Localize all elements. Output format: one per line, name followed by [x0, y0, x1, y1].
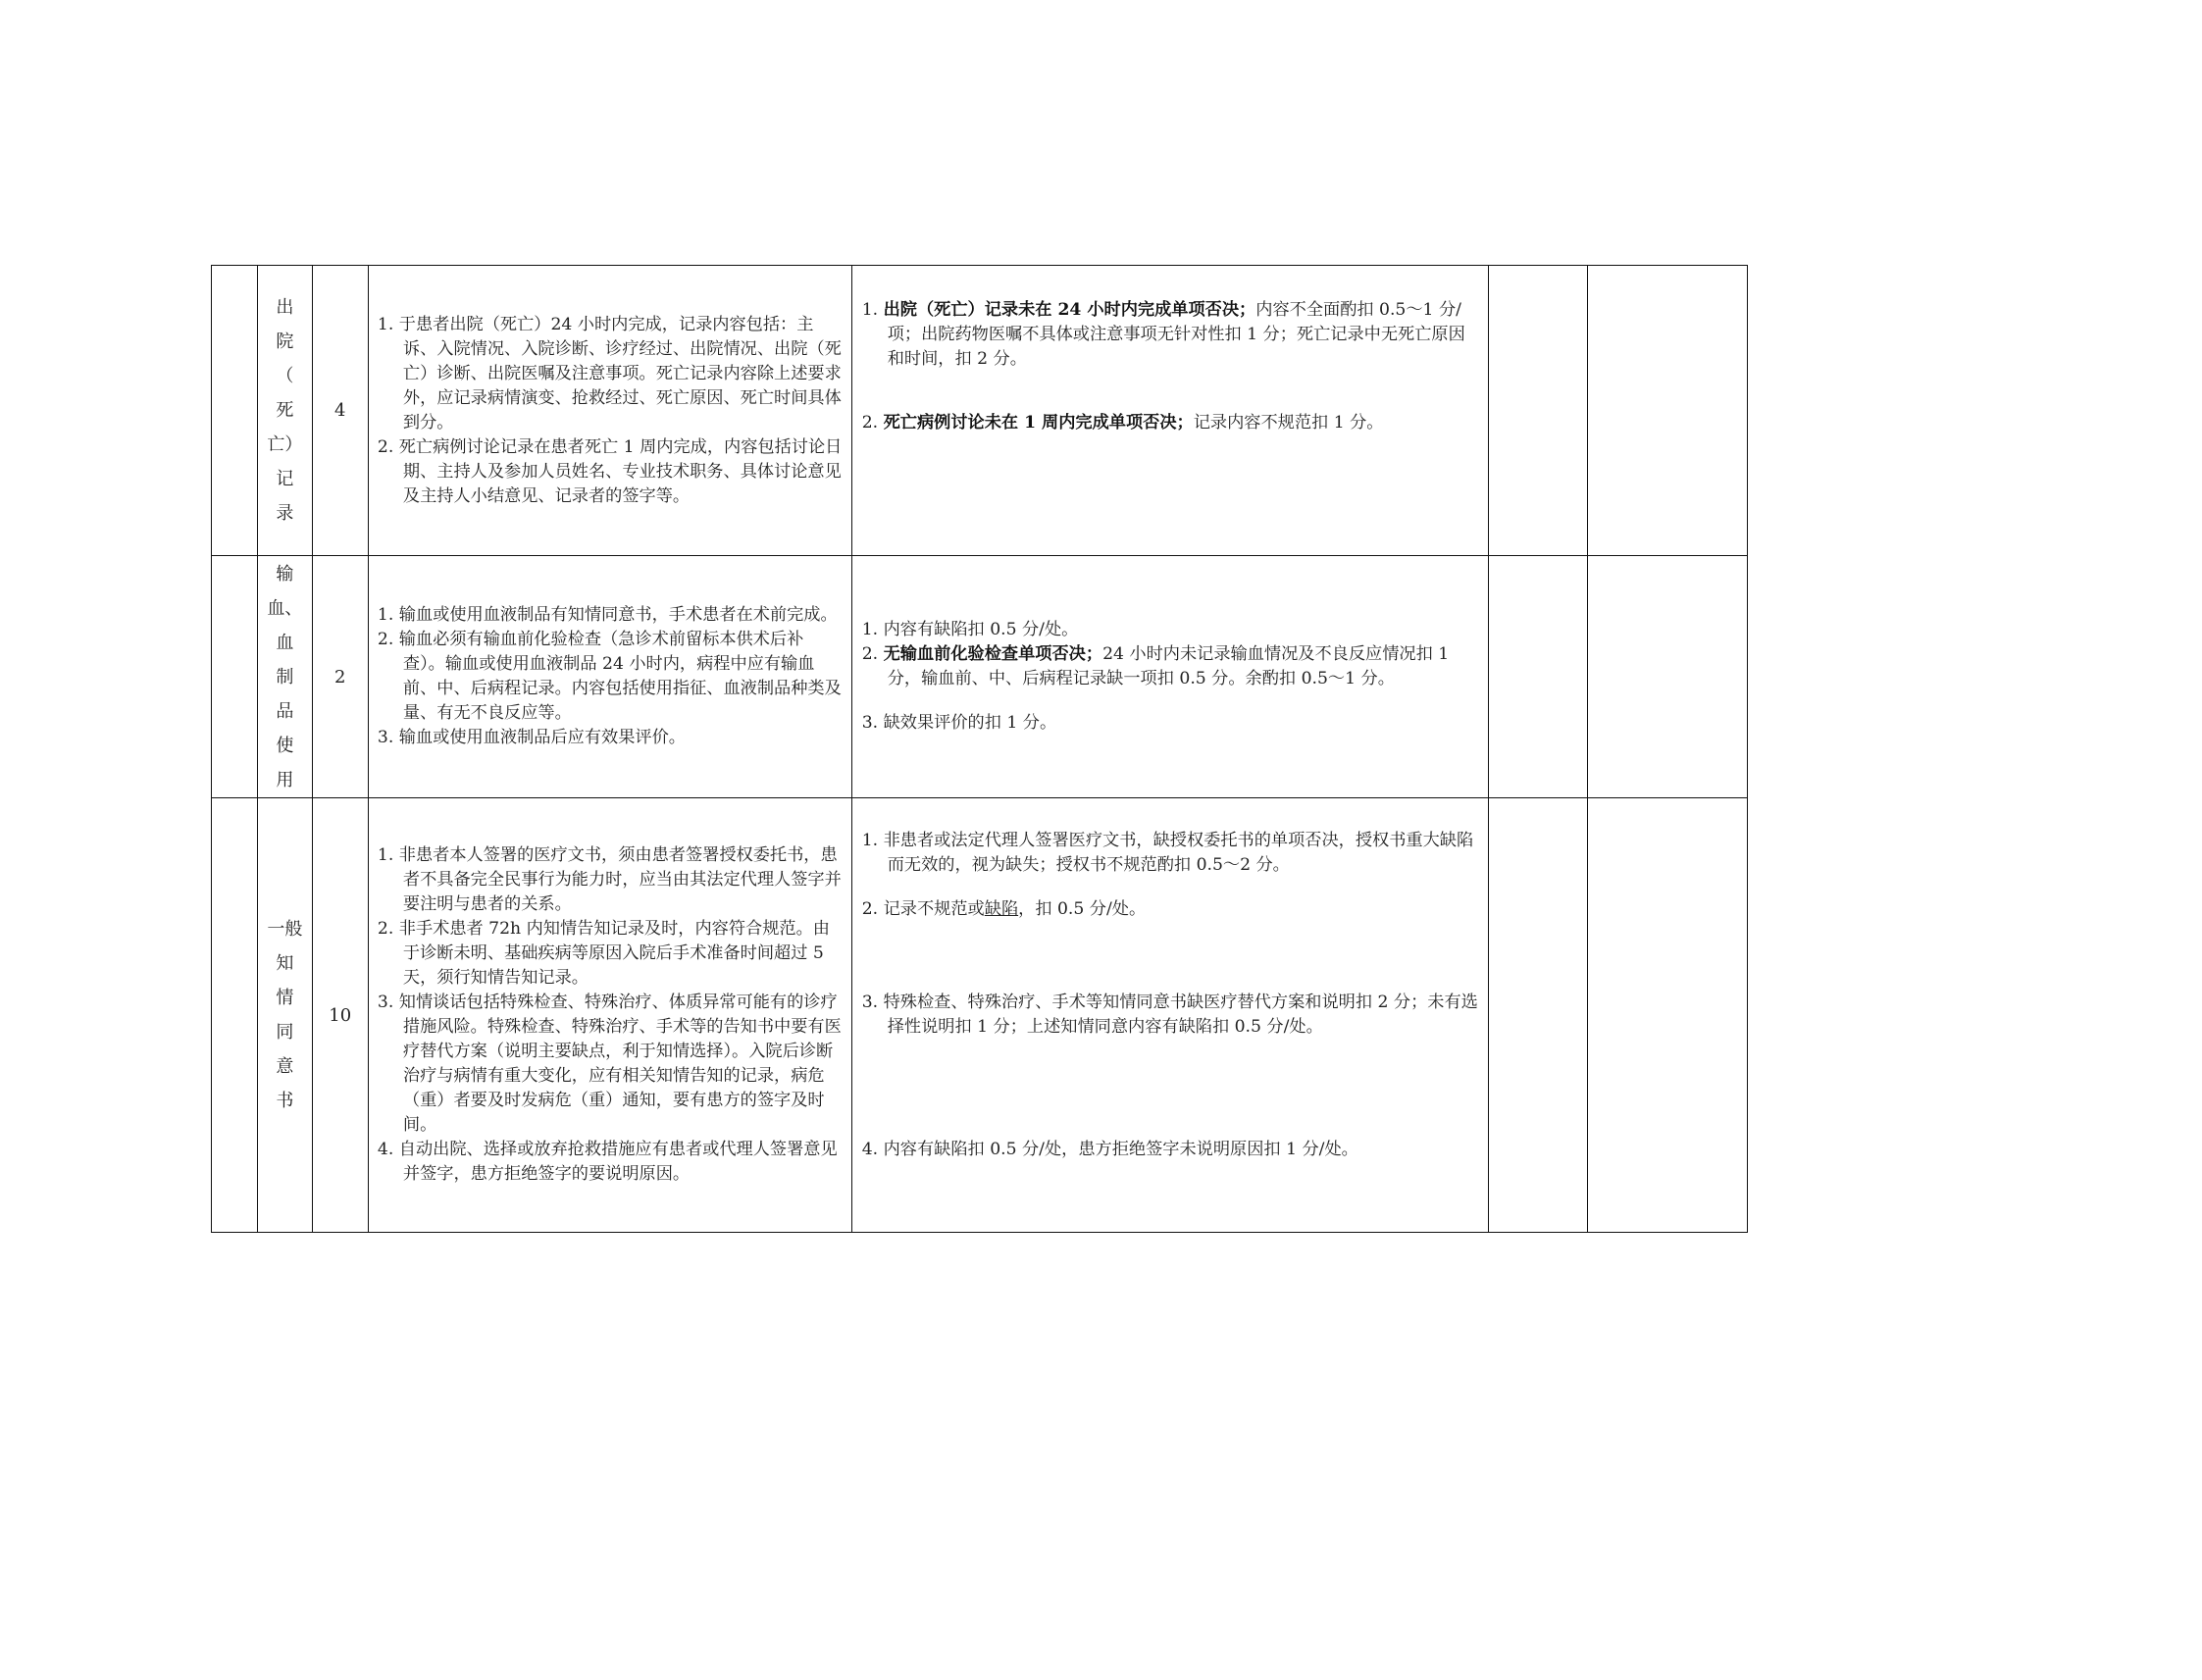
- criteria-item: 2. 死亡病例讨论未在 1 周内完成单项否决；记录内容不规范扣 1 分。: [861, 412, 1384, 433]
- requirement-item: 2. 死亡病例讨论记录在患者死亡 1 周内完成，内容包括讨论日期、主持人及参加人员姓名、专业技术职务、具体讨论意见及主持人小结意见、记录者的签字等。: [377, 436, 843, 506]
- requirement-item: 3. 知情谈话包括特殊检查、特殊治疗、体质异常可能有的诊疗措施风险。特殊检查、特殊治疗、手术等的告知书中要有医疗替代方案（说明主要缺点，利于知情选择）。入院后诊断治疗与病情有重大变化，应有相关知情告知的记录，病危（重）者要及时发病危（重）通知，要有患方的签字及时间。: [377, 993, 842, 1135]
- item-name-char: 出: [276, 297, 294, 318]
- requirement-item: 1. 非患者本人签署的医疗文书，须由患者签署授权委托书，患者不具备完全民事行为能力时，应当由其法定代理人签字并要注明与患者的关系。: [377, 845, 842, 914]
- criteria-item: 3. 缺效果评价的扣 1 分。: [861, 713, 1057, 733]
- requirement-item: 2. 非手术患者 72h 内知情告知记录及时，内容符合规范。由于诊断未明、基础疾病等原因入院后手术准备时间超过 5 天，须行知情告知记录。: [377, 919, 830, 988]
- requirement-item: 2. 输血必须有输血前化验检查（急诊术前留标本供术后补查）。输血或使用血液制品 24 小时内，病程中应有输血前、中、后病程记录。内容包括使用指征、血液制品种类及量、有无不良反应等。: [377, 630, 842, 723]
- item-name-char: 情: [276, 988, 294, 1008]
- criteria-item: 2. 记录不规范或缺陷，扣 0.5 分/处。: [861, 899, 1147, 919]
- requirements-cell: [368, 798, 851, 1233]
- criteria-item: 1. 内容有缺陷扣 0.5 分/处。: [861, 620, 1079, 639]
- item-name-cell: [258, 798, 312, 1233]
- criteria-item: 4. 内容有缺陷扣 0.5 分/处，患方拒绝签字未说明原因扣 1 分/处。: [861, 1140, 1358, 1159]
- item-name-char: 记: [276, 469, 294, 489]
- score-entry-cell[interactable]: [1489, 266, 1588, 556]
- item-name-char: 书: [276, 1091, 294, 1111]
- item-name-cell: [258, 556, 312, 798]
- criteria-item: 1. 非患者或法定代理人签署医疗文书，缺授权委托书的单项否决，授权书重大缺陷而无效的，视为缺失；授权书不规范酌扣 0.5～2 分。: [861, 831, 1474, 875]
- item-name-top: 一般: [267, 919, 303, 940]
- requirement-item: 4. 自动出院、选择或放弃抢救措施应有患者或代理人签署意见并签字，患方拒绝签字的要说明原因。: [377, 1140, 838, 1184]
- requirements-cell: [368, 266, 851, 556]
- remarks-cell[interactable]: [1588, 266, 1748, 556]
- score-cell: 10: [312, 798, 368, 1233]
- item-name-char: 亡）: [267, 434, 303, 455]
- item-name-char: 用: [276, 769, 294, 790]
- criteria-cell: [851, 266, 1489, 556]
- item-name-char: 录: [276, 503, 294, 524]
- item-name-char: 院: [276, 331, 294, 352]
- requirement-item: 1. 输血或使用血液制品有知情同意书，手术患者在术前完成。: [377, 605, 838, 625]
- table-row: [212, 556, 1748, 798]
- criteria-item: 1. 出院（死亡）记录未在 24 小时内完成单项否决；内容不全面酌扣 0.5～1 分/项；出院药物医嘱不具体或注意事项无针对性扣 1 分；死亡记录中无死亡原因和时间，扣 2 分。: [861, 299, 1465, 369]
- item-name-char: 制: [276, 666, 294, 687]
- item-name-char: 输: [276, 563, 294, 585]
- criteria-item: 2. 无输血前化验检查单项否决；24 小时内未记录输血情况及不良反应情况扣 1 分，输血前、中、后病程记录缺一项扣 0.5 分。余酌扣 0.5～1 分。: [861, 644, 1450, 688]
- item-name-char: 品: [276, 700, 294, 722]
- item-name-cell: [258, 266, 312, 556]
- item-name-char: 血: [276, 632, 294, 653]
- blank-cell: [212, 266, 258, 556]
- item-name-char: 知: [276, 953, 294, 974]
- requirement-item: 3. 输血或使用血液制品后应有效果评价。: [377, 728, 686, 747]
- item-name-char: 血、: [267, 597, 303, 619]
- item-name-char: 同: [276, 1022, 294, 1043]
- item-name-char: 意: [276, 1056, 294, 1077]
- table-row: [212, 266, 1748, 556]
- score-entry-cell[interactable]: [1489, 798, 1588, 1233]
- item-name-char: 死: [276, 400, 294, 421]
- remarks-cell[interactable]: [1588, 556, 1748, 798]
- criteria-cell: [851, 556, 1489, 798]
- score-cell: 4: [312, 266, 368, 556]
- blank-cell: [212, 798, 258, 1233]
- requirements-cell: [368, 556, 851, 798]
- criteria-item: 3. 特殊检查、特殊治疗、手术等知情同意书缺医疗替代方案和说明扣 2 分；未有选择性说明扣 1 分；上述知情同意内容有缺陷扣 0.5 分/处。: [861, 993, 1478, 1037]
- evaluation-table: [211, 265, 1748, 1233]
- remarks-cell[interactable]: [1588, 798, 1748, 1233]
- criteria-cell: [851, 798, 1489, 1233]
- item-name-char: （: [276, 366, 294, 386]
- item-name-char: 使: [276, 735, 294, 756]
- requirement-item: 1. 于患者出院（死亡）24 小时内完成，记录内容包括：主诉、入院情况、入院诊断、诊疗经过、出院情况、出院（死亡）诊断、出院医嘱及注意事项。死亡记录内容除上述要求外，应记录病情演变、抢救经过、死亡原因、死亡时间具体到分。: [377, 314, 842, 433]
- blank-cell: [212, 556, 258, 798]
- table-row: [212, 798, 1748, 1233]
- score-entry-cell[interactable]: [1489, 556, 1588, 798]
- score-cell: 2: [312, 556, 368, 798]
